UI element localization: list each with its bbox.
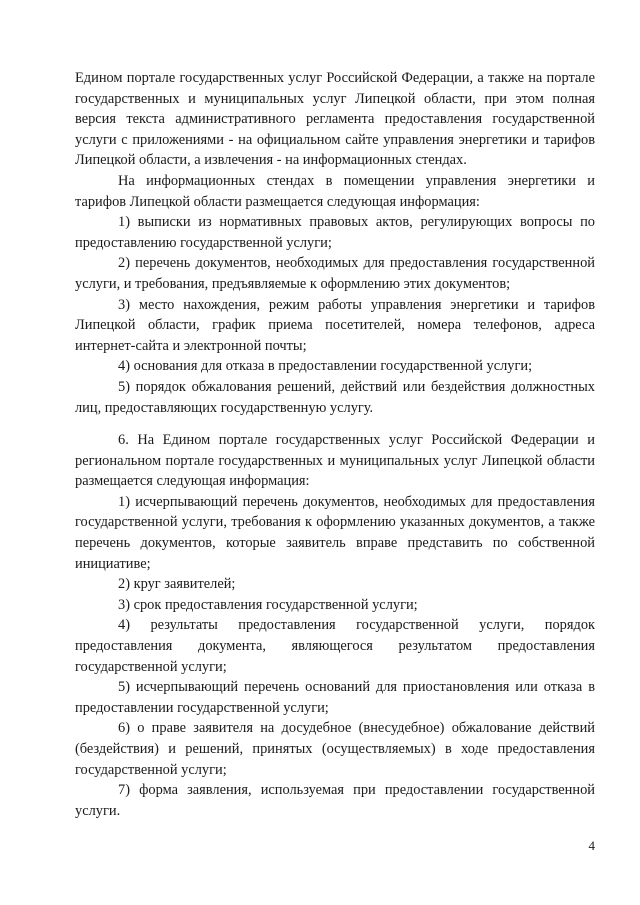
- document-body: [75, 68, 595, 821]
- list-item-stands-1: 1) выписки из нормативных правовых актов, регулирующих вопросы по предоставлению государственной услуги;: [75, 214, 595, 251]
- list-item-portal-1: 1) исчерпывающий перечень документов, необходимых для предоставления государственной услуги, требования к оформлению указанных документов, а также перечень документов, которые заявитель вправе представить по собственной инициативе;: [75, 493, 595, 572]
- page-number: 4: [588, 838, 595, 853]
- paragraph-continuation: Едином портале государственных услуг Российской Федерации, а также на портале государственных и муниципальных услуг Липецкой области, при этом полная версия текста административного регламента предоставления государственной услуги с приложениями - на официальном сайте управления энергетики и тарифов Липецкой области, а извлечения - на информационных стендах.: [75, 70, 595, 169]
- paragraph-section-6: 6. На Едином портале государственных услуг Российской Федерации и региональном портале государственных и муниципальных услуг Липецкой области размещается следующая информация:: [75, 432, 595, 490]
- list-item-stands-2: 2) перечень документов, необходимых для предоставления государственной услуги, и требования, предъявляемые к оформлению этих документов;: [75, 255, 595, 292]
- list-item-stands-4: 4) основания для отказа в предоставлении государственной услуги;: [118, 358, 533, 375]
- list-item-stands-3: 3) место нахождения, режим работы управления энергетики и тарифов Липецкой области, график приема посетителей, номера телефонов, адреса интернет-сайта и электронной почты;: [75, 296, 595, 354]
- list-item-portal-4: 4) результаты предоставления государственной услуги, порядок предоставления документа, являющегося результатом предоставления государственной услуги;: [75, 617, 595, 675]
- list-item-portal-6: 6) о праве заявителя на досудебное (внесудебное) обжалование действий (бездействия) и решений, принятых (осуществляемых) в ходе предоставления государственной услуги;: [75, 720, 595, 778]
- list-item-portal-7: 7) форма заявления, используемая при предоставлении государственной услуги.: [75, 782, 595, 819]
- list-item-stands-5: 5) порядок обжалования решений, действий или бездействия должностных лиц, предоставляющих государственную услугу.: [75, 378, 595, 416]
- list-item-portal-3: 3) срок предоставления государственной услуги;: [118, 596, 418, 613]
- list-item-portal-5: 5) исчерпывающий перечень оснований для приостановления или отказа в предоставлении государственной услуги;: [75, 679, 595, 716]
- paragraph-stands-intro: На информационных стендах в помещении управления энергетики и тарифов Липецкой области размещается следующая информация:: [75, 172, 595, 210]
- list-item-portal-2: 2) круг заявителей;: [118, 576, 236, 593]
